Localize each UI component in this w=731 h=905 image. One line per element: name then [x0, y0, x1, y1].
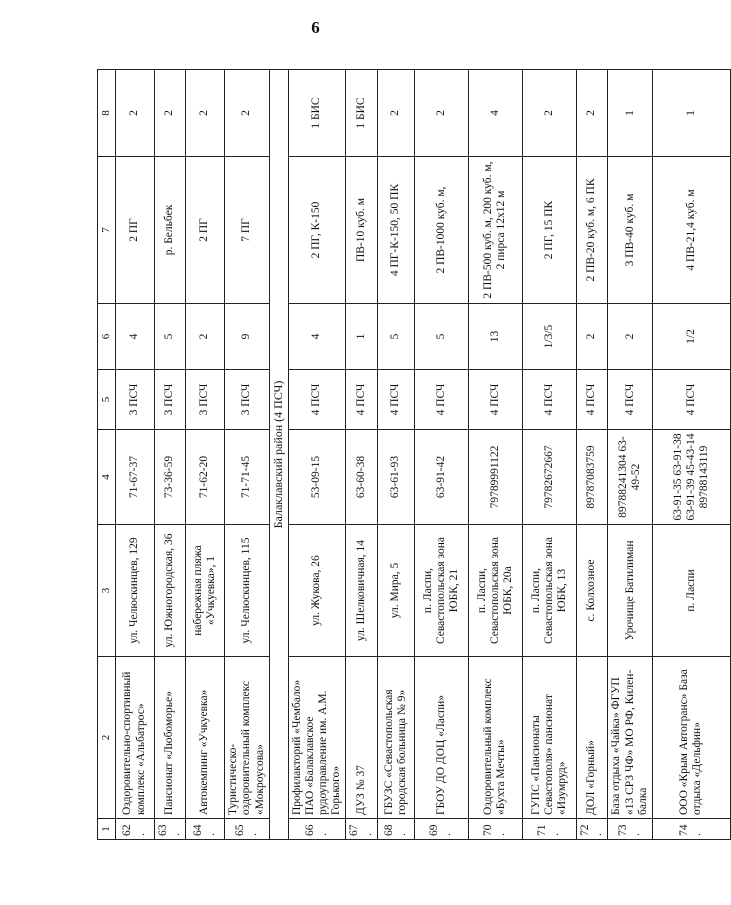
facility-name: Автокемпинг «Учкуевка» [186, 657, 225, 819]
water-source: 2 ПГ, 15 ПК [522, 157, 576, 304]
facility-name: Туристическо-оздоровительный комплекс «Мокроусова» [225, 657, 270, 819]
fire-unit: 4 ПСЧ [468, 370, 522, 430]
facility-address: ул. Мира, 5 [377, 525, 414, 657]
col8-value: 2 [414, 70, 468, 157]
col8-value: 2 [115, 70, 154, 157]
col8-value: 2 [522, 70, 576, 157]
page-number: 6 [311, 18, 320, 37]
facility-phone: 63-91-35 63-91-38 63-91-39 45-43-14 89788143119 [652, 430, 730, 525]
water-source: 4 ПГ-К-150, 50 ПК [377, 157, 414, 304]
col6-value: 5 [154, 304, 185, 370]
column-number: 1 [98, 819, 116, 840]
facility-name: Оздоровительный комплекс «Бухта Мечты» [468, 657, 522, 819]
column-number: 2 [98, 657, 116, 819]
fire-unit: 3 ПСЧ [186, 370, 225, 430]
fire-unit: 4 ПСЧ [346, 370, 377, 430]
col8-value: 1 [608, 70, 653, 157]
fire-unit: 4 ПСЧ [377, 370, 414, 430]
table-row [377, 70, 414, 840]
row-number: 69. [414, 819, 468, 840]
column-number: 5 [98, 370, 116, 430]
row-number: 73. [608, 819, 653, 840]
row-number: 67. [346, 819, 377, 840]
row-number: 65. [225, 819, 270, 840]
water-source: 2 ПГ [186, 157, 225, 304]
col8-value: 2 [576, 70, 607, 157]
table-row [414, 70, 468, 840]
facility-name: ООО «Крым Автогранс» База отдыха «Дельфин» [652, 657, 730, 819]
facility-address: Урочище Батилиман [608, 525, 653, 657]
table-row [522, 70, 576, 840]
table-row [346, 70, 377, 840]
facility-name: База отдыха «Чайка» ФГУП «13 СРЗ ЧФ» МО РФ, Килен-балка [608, 657, 653, 819]
col8-value: 4 [468, 70, 522, 157]
facility-address: ул. Южногородская, 36 [154, 525, 185, 657]
row-number: 68. [377, 819, 414, 840]
facility-name: ДОЛ «Горный» [576, 657, 607, 819]
col6-value: 4 [288, 304, 346, 370]
table-row [576, 70, 607, 840]
table-row [225, 70, 270, 840]
facility-name: ГУПС «Пансионаты Севастополя» пансионат «Изумруд» [522, 657, 576, 819]
facilities-table [97, 69, 731, 840]
col8-value: 2 [377, 70, 414, 157]
col6-value: 5 [414, 304, 468, 370]
facility-address: ул. Шелковичная, 14 [346, 525, 377, 657]
facility-name: ГБУЗС «Севастопольская городская больница № 9» [377, 657, 414, 819]
fire-unit: 4 ПСЧ [576, 370, 607, 430]
column-number: 3 [98, 525, 116, 657]
facility-address: п. Ласпи [652, 525, 730, 657]
table-row [468, 70, 522, 840]
facility-phone: 89787083759 [576, 430, 607, 525]
row-number: 70. [468, 819, 522, 840]
col6-value: 13 [468, 304, 522, 370]
facility-phone: 63-91-42 [414, 430, 468, 525]
water-source: 7 ПГ [225, 157, 270, 304]
facility-phone: 79782672667 [522, 430, 576, 525]
col8-value: 1 БИС [288, 70, 346, 157]
col8-value: 1 [652, 70, 730, 157]
table-row [652, 70, 730, 840]
water-source: 2 ПГ [115, 157, 154, 304]
col6-value: 1/3/5 [522, 304, 576, 370]
col6-value: 4 [115, 304, 154, 370]
col8-value: 2 [186, 70, 225, 157]
section-row [269, 70, 288, 840]
water-source: 3 ПВ-40 куб. м [608, 157, 653, 304]
fire-unit: 4 ПСЧ [652, 370, 730, 430]
row-number: 72. [576, 819, 607, 840]
water-source: 4 ПВ-21,4 куб. м [652, 157, 730, 304]
facility-address: ул. Челюскинцев, 129 [115, 525, 154, 657]
facility-address: п. Ласпи, Севастопольская зона ЮБК, 13 [522, 525, 576, 657]
fire-unit: 4 ПСЧ [522, 370, 576, 430]
table-container [97, 70, 711, 840]
table-row [186, 70, 225, 840]
facility-name: ГБОУ ДО ДОЦ «Ласпи» [414, 657, 468, 819]
column-number-row [98, 70, 116, 840]
facility-phone: 63-60-38 [346, 430, 377, 525]
facility-name: Пансионат «Любоморье» [154, 657, 185, 819]
fire-unit: 4 ПСЧ [608, 370, 653, 430]
col6-value: 2 [576, 304, 607, 370]
facility-name: Профилакторий «Чембало» ПАО «Балаклавское рудоуправление им. А.М. Горького» [288, 657, 346, 819]
water-source: 2 ПВ-500 куб. м, 200 куб. м, 2 пирса 12х12 м [468, 157, 522, 304]
facility-phone: 71-62-20 [186, 430, 225, 525]
row-number: 64. [186, 819, 225, 840]
facility-address: набережная пляжа «Учкуевка», 1 [186, 525, 225, 657]
row-number: 66. [288, 819, 346, 840]
col6-value: 1/2 [652, 304, 730, 370]
column-number: 7 [98, 157, 116, 304]
water-source: р. Бельбек [154, 157, 185, 304]
fire-unit: 3 ПСЧ [154, 370, 185, 430]
facility-phone: 53-09-15 [288, 430, 346, 525]
district-heading: Балаклавский район (4 ПСЧ) [269, 70, 288, 840]
fire-unit: 3 ПСЧ [225, 370, 270, 430]
column-number: 6 [98, 304, 116, 370]
facility-phone: 89788241304 63-49-52 [608, 430, 653, 525]
table-row [288, 70, 346, 840]
col8-value: 2 [225, 70, 270, 157]
facility-phone: 71-71-45 [225, 430, 270, 525]
table-row [608, 70, 653, 840]
col6-value: 2 [608, 304, 653, 370]
row-number: 74. [652, 819, 730, 840]
facility-address: п. Ласпи, Севастопольская зона ЮБК, 20а [468, 525, 522, 657]
water-source: 2 ПГ, К-150 [288, 157, 346, 304]
facility-address: ул. Челюскинцев, 115 [225, 525, 270, 657]
col6-value: 1 [346, 304, 377, 370]
row-number: 71. [522, 819, 576, 840]
column-number: 4 [98, 430, 116, 525]
column-number: 8 [98, 70, 116, 157]
table-row [115, 70, 154, 840]
facility-address: ул. Жукова, 26 [288, 525, 346, 657]
fire-unit: 3 ПСЧ [115, 370, 154, 430]
facility-name: ДУЗ № 37 [346, 657, 377, 819]
facility-phone: 63-61-93 [377, 430, 414, 525]
water-source: ПВ-10 куб. м [346, 157, 377, 304]
facility-name: Оздоровительно-спортивный комплекс «Альбатрос» [115, 657, 154, 819]
col6-value: 9 [225, 304, 270, 370]
fire-unit: 4 ПСЧ [414, 370, 468, 430]
col8-value: 1 БИС [346, 70, 377, 157]
facility-phone: 79789991122 [468, 430, 522, 525]
water-source: 2 ПВ-20 куб. м, 6 ПК [576, 157, 607, 304]
col6-value: 2 [186, 304, 225, 370]
facility-phone: 73-36-59 [154, 430, 185, 525]
fire-unit: 4 ПСЧ [288, 370, 346, 430]
col8-value: 2 [154, 70, 185, 157]
facility-address: п. Ласпи, Севастопольская зона ЮБК, 21 [414, 525, 468, 657]
table-row [154, 70, 185, 840]
facility-address: с. Колхозное [576, 525, 607, 657]
row-number: 63. [154, 819, 185, 840]
col6-value: 5 [377, 304, 414, 370]
facility-phone: 71-67-37 [115, 430, 154, 525]
row-number: 62. [115, 819, 154, 840]
water-source: 2 ПВ-1000 куб. м, [414, 157, 468, 304]
